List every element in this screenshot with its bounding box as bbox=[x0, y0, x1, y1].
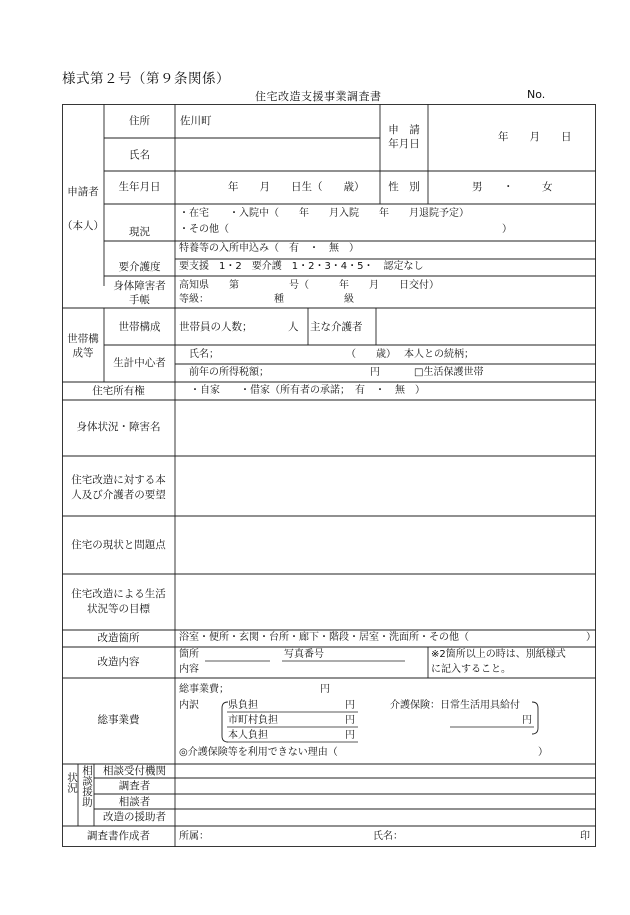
municipality-share-field[interactable]: 市町村負担 bbox=[228, 715, 278, 726]
total-cost-field[interactable]: 総事業費； bbox=[179, 684, 229, 695]
insurance-label: 介護保険：日常生活用具給付 bbox=[390, 700, 520, 711]
author-affiliation-field[interactable]: 所属： bbox=[179, 831, 209, 842]
status-label: 現況 bbox=[129, 226, 150, 238]
breadwinner-age[interactable]: （ 歳） bbox=[346, 349, 396, 360]
renovation-content-label: 改造内容 bbox=[97, 656, 140, 668]
status-line1[interactable]: ・在宅 ・入院中（ 年 月入院 年 月退院予定） bbox=[179, 208, 469, 219]
breakdown-label: 内訳 bbox=[179, 700, 199, 711]
survey-form-table bbox=[62, 104, 596, 847]
members-unit: 人 bbox=[288, 321, 299, 333]
apply-date-label-line2: 年月日 bbox=[388, 138, 420, 150]
disability-line2[interactable]: 等級： 種 級 bbox=[179, 294, 354, 305]
seal-mark: 印 bbox=[580, 831, 590, 842]
breadwinner-income[interactable]: 前年の所得税額； bbox=[189, 367, 269, 378]
disability-label-line1: 身体障害者 bbox=[113, 280, 166, 292]
members-label: 世帯員の人数； bbox=[179, 321, 253, 333]
care-level-value[interactable]: 要支援 1・2 要介護 1・2・3・4・5・ 認定なし bbox=[179, 261, 424, 272]
sex-option-male[interactable]: 男 bbox=[472, 181, 483, 193]
status-other[interactable]: ・その他（ bbox=[179, 224, 229, 235]
self-share-field[interactable]: 本人負担 bbox=[228, 730, 268, 741]
author-label: 調査書作成者 bbox=[87, 830, 150, 842]
sex-label: 性 別 bbox=[388, 181, 420, 193]
breadwinner-name[interactable]: 氏名； bbox=[189, 349, 219, 360]
address-value[interactable]: 佐川町 bbox=[180, 115, 212, 127]
birth-label: 生年月日 bbox=[118, 181, 161, 193]
welfare-checkbox[interactable]: □生活保護世帯 bbox=[414, 367, 484, 378]
content-note-line1: ※2箇所以上の時は、別紙様式 bbox=[431, 649, 566, 660]
content-photo-field[interactable]: 写真番号 bbox=[284, 649, 324, 660]
composition-label: 世帯構成 bbox=[118, 321, 161, 333]
self-share-unit: 円 bbox=[345, 730, 355, 741]
ownership-label: 住宅所有権 bbox=[92, 385, 145, 397]
apply-date-value[interactable]: 年 月 日 bbox=[498, 131, 572, 143]
breadwinner-income-unit: 円 bbox=[370, 367, 380, 378]
applicant-group-sub: （本人） bbox=[62, 220, 104, 232]
breadwinner-relation[interactable]: 本人との続柄； bbox=[404, 349, 474, 360]
content-note-line2: に記入すること。 bbox=[431, 664, 511, 675]
content-content-field[interactable]: 内容 bbox=[179, 664, 199, 675]
care-level-label: 要介護度 bbox=[118, 261, 161, 273]
form-title: 様式第２号（第９条関係） bbox=[62, 71, 230, 87]
ownership-value[interactable]: ・自家 ・借家（所有者の承諾； 有 ・ 無 ） bbox=[190, 385, 425, 396]
goal-label-line1: 住宅改造による生活 bbox=[71, 588, 166, 600]
no-insurance-reason-close: ） bbox=[538, 747, 548, 758]
problems-label: 住宅の現状と問題点 bbox=[71, 539, 166, 551]
status-other-close: ） bbox=[502, 224, 512, 235]
consultant-label: 相談者 bbox=[118, 796, 151, 808]
consult-side-label-b: 状況 bbox=[66, 772, 78, 793]
name-label: 氏名 bbox=[129, 149, 150, 161]
municipality-share-unit: 円 bbox=[345, 715, 355, 726]
prefecture-share-field[interactable]: 県負担 bbox=[228, 700, 258, 711]
request-label-line2: 人及び介護者の要望 bbox=[71, 489, 166, 501]
renovation-place-close: ） bbox=[586, 632, 596, 643]
insurance-unit: 円 bbox=[522, 715, 532, 726]
request-label-line1: 住宅改造に対する本 bbox=[71, 474, 166, 486]
address-label: 住所 bbox=[129, 115, 150, 127]
author-name-field[interactable]: 氏名： bbox=[373, 831, 403, 842]
no-insurance-reason-field[interactable]: ◎介護保険等を利用できない理由（ bbox=[179, 747, 338, 758]
disability-line1[interactable]: 高知県 第 号（ 年 月 日交付） bbox=[179, 280, 439, 291]
consult-org-label: 相談受付機関 bbox=[103, 765, 166, 777]
household-group-label-line1: 世帯構 bbox=[67, 333, 99, 345]
disability-label-line2: 手帳 bbox=[129, 294, 150, 306]
birth-value[interactable]: 年 月 日生（ 歳） bbox=[228, 181, 365, 193]
renovation-place-label: 改造箇所 bbox=[97, 632, 140, 644]
total-cost-unit: 円 bbox=[320, 684, 330, 695]
body-condition-label: 身体状況・障害名 bbox=[76, 421, 161, 433]
breadwinner-label: 生計中心者 bbox=[113, 357, 166, 369]
goal-label-line2: 状況等の目標 bbox=[87, 603, 150, 615]
apply-date-label-line1: 申 請 bbox=[388, 124, 420, 136]
total-cost-label: 総事業費 bbox=[97, 714, 140, 726]
prefecture-share-unit: 円 bbox=[345, 700, 355, 711]
caregiver-label: 主な介護者 bbox=[310, 321, 363, 333]
sex-separator: ・ bbox=[503, 181, 514, 193]
applicant-group-label: 申請者 bbox=[67, 186, 99, 198]
household-group-label-line2: 成等 bbox=[72, 347, 94, 359]
document-number-label: No. bbox=[527, 88, 546, 101]
sex-option-female[interactable]: 女 bbox=[542, 181, 553, 193]
document-title: 住宅改造支援事業調査書 bbox=[255, 90, 382, 103]
renovation-place-value[interactable]: 浴室・便所・玄関・台所・廊下・階段・居室・洗面所・その他（ bbox=[179, 632, 469, 643]
helper-label: 改造の援助者 bbox=[103, 811, 166, 823]
investigator-label: 調査者 bbox=[118, 780, 151, 792]
content-place-field[interactable]: 箇所 bbox=[179, 649, 199, 660]
nursing-home-application[interactable]: 特養等の入所申込み（ 有 ・ 無 ） bbox=[179, 243, 359, 254]
consult-side-label-a: 相談援助 bbox=[81, 765, 93, 807]
